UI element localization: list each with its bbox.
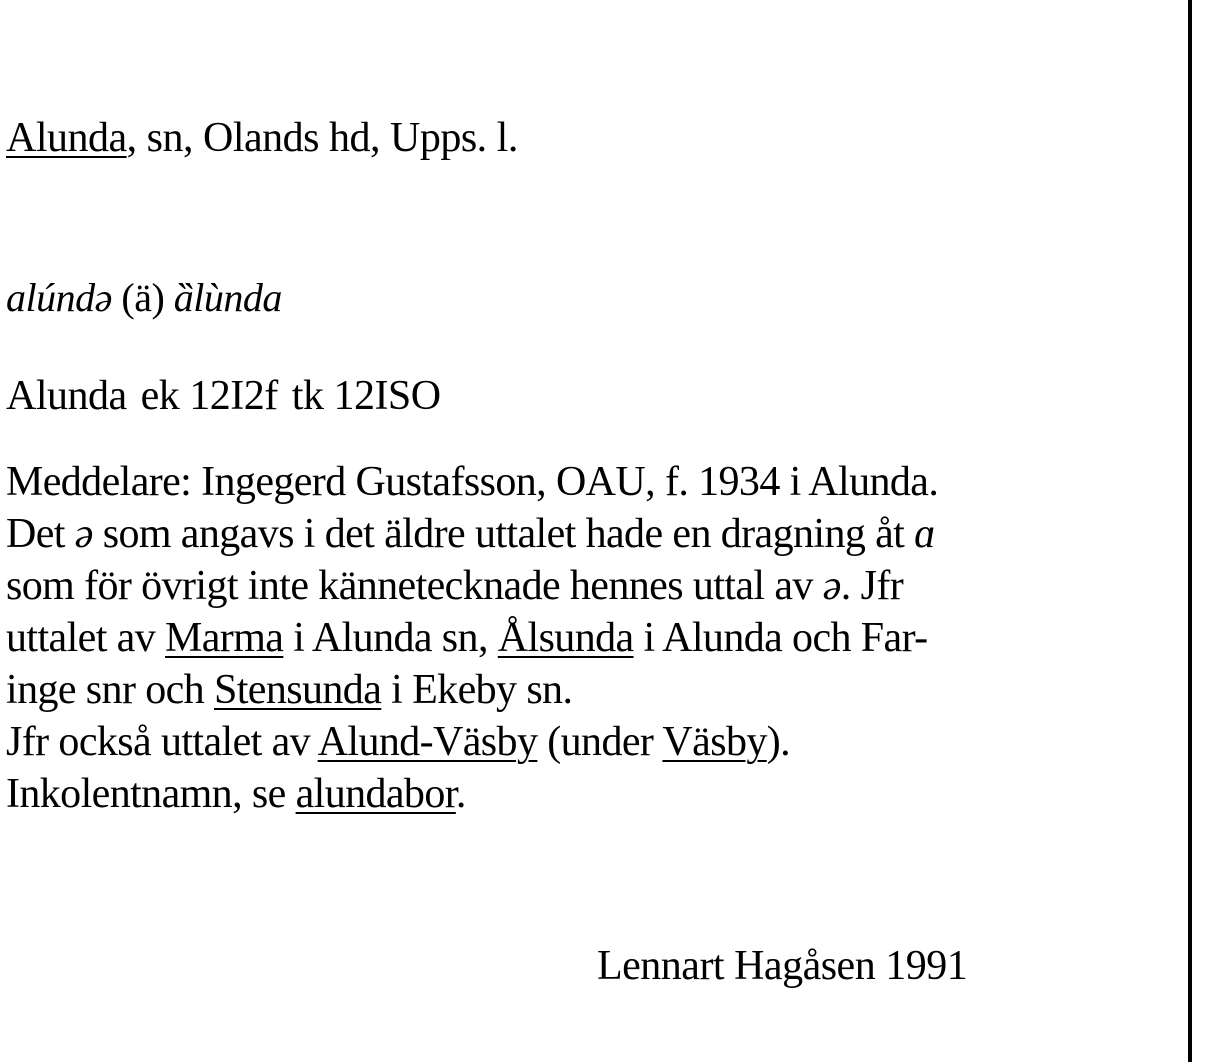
body-text: . Jfr <box>840 563 904 609</box>
body-text: i Alunda och Far- <box>633 615 928 661</box>
crossref-stensunda[interactable]: Stensunda <box>213 667 382 713</box>
crossref-alsunda[interactable]: Ålsunda <box>497 615 634 661</box>
crossref-alundabor[interactable]: alundabor <box>295 771 456 817</box>
card-border <box>1188 0 1192 1062</box>
schwa-symbol: ə <box>822 563 841 609</box>
entry-body <box>6 456 938 820</box>
body-text: ). <box>766 719 791 765</box>
body-text: Det <box>6 511 75 557</box>
body-text: Jfr också uttalet av <box>6 719 318 765</box>
body-text: inge snr och <box>6 667 214 713</box>
body-line-4 <box>6 612 938 664</box>
body-text: som för övrigt inte kännetecknade hennes uttal av <box>6 563 823 609</box>
body-line-2 <box>6 508 938 560</box>
body-text: i Ekeby sn. <box>381 667 573 713</box>
pronunciation-line <box>6 272 282 324</box>
map-ref-name: Alunda <box>6 373 127 419</box>
crossref-marma[interactable]: Marma <box>165 615 284 661</box>
map-ref-ek: ek 12I2f <box>140 373 278 419</box>
crossref-alund-vasby[interactable]: Alund-Väsby <box>317 719 538 765</box>
entry-heading <box>6 112 518 164</box>
place-name: Alunda <box>6 115 127 161</box>
body-text: Inkolentnamn, se <box>6 771 296 817</box>
signature: Lennart Hagåsen 1991 <box>597 943 968 989</box>
body-line-6 <box>6 716 938 768</box>
crossref-vasby[interactable]: Väsby <box>662 719 767 765</box>
body-text: (under <box>537 719 663 765</box>
body-line-7 <box>6 768 938 820</box>
schwa-symbol: ə <box>74 511 93 557</box>
map-ref-tk: tk 12ISO <box>291 373 441 419</box>
body-line-3 <box>6 560 938 612</box>
map-references <box>6 370 441 422</box>
pronunciation-older-marker: (ä) <box>121 275 165 320</box>
open-a-symbol: ɑ <box>914 511 935 557</box>
body-line-1: Meddelare: Ingegerd Gustafsson, OAU, f. 1934 i Alunda. <box>6 459 939 505</box>
body-text: i Alunda sn, <box>283 615 498 661</box>
body-text: uttalet av <box>6 615 166 661</box>
body-text: . <box>455 771 466 817</box>
body-text: som angavs i det äldre uttalet hade en dragning åt <box>92 511 915 557</box>
place-details: , sn, Olands hd, Upps. l. <box>126 115 518 161</box>
pronunciation-older: ȁlùnda <box>173 275 282 320</box>
body-line-5 <box>6 664 938 716</box>
pronunciation-modern: alúndə <box>6 275 112 320</box>
